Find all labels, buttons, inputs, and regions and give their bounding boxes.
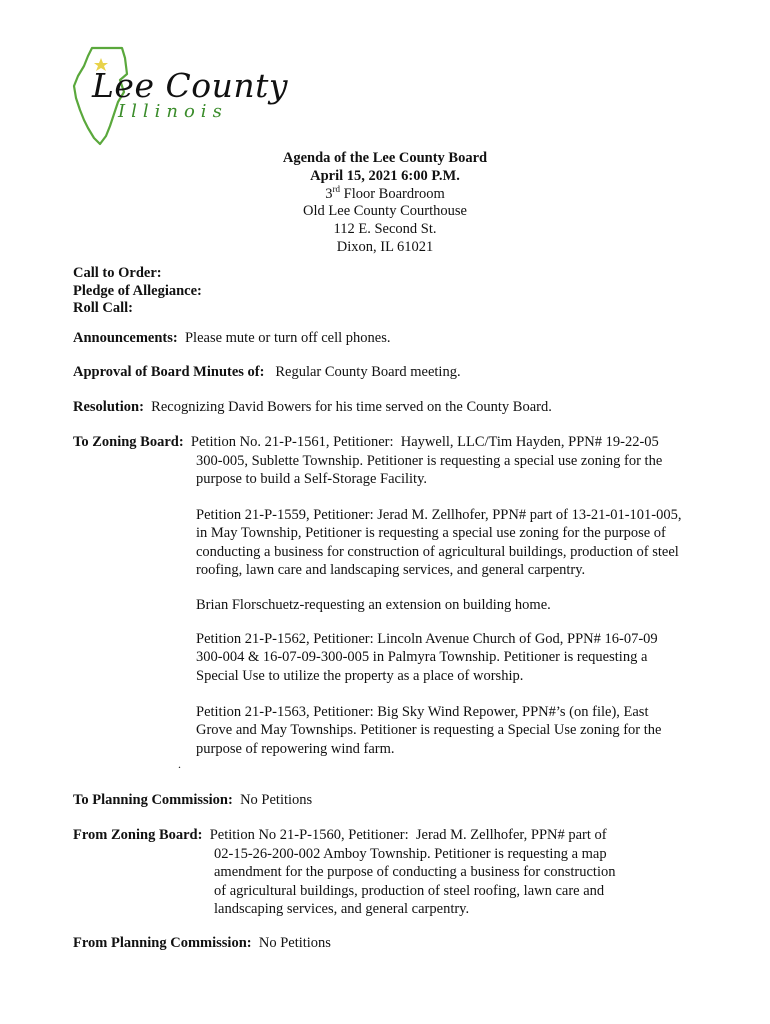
roll-call: Roll Call: [73, 300, 134, 316]
from-planning-text: No Petitions [251, 935, 331, 951]
paragraph-line: in May Township, Petitioner is requesting a special use zoning for the purpose of [196, 525, 666, 542]
to-planning-text: No Petitions [232, 792, 313, 808]
paragraph-line: purpose of repowering wind farm. [196, 740, 395, 757]
lee-county-logo [70, 40, 288, 150]
resolution-label: Resolution: [73, 399, 144, 415]
logo-state: Illinois [118, 101, 228, 122]
paragraph-line: 02-15-26-200-002 Amboy Township. Petitioner is requesting a map [214, 846, 607, 862]
zoning-petition-1563 [196, 703, 661, 758]
paragraph-line: Special Use to utilize the property as a place of worship. [196, 667, 524, 684]
paragraph-line: of agricultural buildings, production of steel roofing, lawn care and [214, 882, 605, 899]
meeting-building: Old Lee County Courthouse [303, 203, 467, 220]
to-planning-commission [73, 792, 312, 810]
agenda-header [0, 150, 770, 257]
announcements [73, 330, 390, 348]
to-zoning-label: To Zoning Board: [73, 434, 184, 450]
zoning-petition-1561 [196, 452, 662, 489]
paragraph-line: Brian Florschuetz-requesting an extension on building home. [196, 597, 551, 613]
from-zoning-label: From Zoning Board: [73, 827, 203, 843]
from-zoning-petition-1560 [214, 845, 615, 919]
resolution [73, 399, 552, 417]
meeting-street: 112 E. Second St. [333, 221, 437, 238]
paragraph-line: landscaping services, and general carpentry. [214, 901, 470, 918]
paragraph-line: conducting a business for construction of agricultural buildings, production of steel [196, 543, 679, 560]
meeting-city: Dixon, IL 61021 [336, 238, 434, 255]
pledge: Pledge of Allegiance: [73, 282, 202, 299]
zoning-petition-1559 [196, 506, 682, 580]
minutes-text: Regular County Board meeting. [264, 364, 461, 380]
paragraph-line: 300-004 & 16-07-09-300-005 in Palmyra Township. Petitioner is requesting a [196, 649, 648, 666]
paragraph-line: roofing, lawn care and landscaping services, and general carpentry. [196, 562, 586, 579]
zoning-florschuetz [196, 596, 551, 614]
zoning-first-line: Petition No. 21-P-1561, Petitioner: Haywell, LLC/Tim Hayden, PPN# 19-22-05 [183, 434, 659, 450]
announcements-label: Announcements: [73, 330, 178, 346]
to-planning-label: To Planning Commission: [73, 792, 233, 808]
paragraph-line: 300-005, Sublette Township. Petitioner is requesting a special use zoning for the [196, 453, 663, 469]
call-section [73, 265, 202, 318]
paragraph-line: amendment for the purpose of conducting a business for construction [214, 864, 616, 881]
paragraph-line: Grove and May Townships. Petitioner is requesting a Special Use zoning for the [196, 722, 662, 739]
minutes-label: Approval of Board Minutes of: [73, 364, 265, 380]
paragraph-line: Petition 21-P-1563, Petitioner: Big Sky Wind Repower, PPN#’s (on file), East [196, 704, 649, 720]
from-planning-commission [73, 935, 331, 953]
announcements-text: Please mute or turn off cell phones. [177, 330, 391, 346]
board-minutes [73, 364, 461, 382]
paragraph-line: Petition 21-P-1562, Petitioner: Lincoln Avenue Church of God, PPN# 16-07-09 [196, 631, 658, 647]
logo-title: Lee County [92, 66, 288, 105]
from-zoning-board [73, 827, 607, 845]
paragraph-line: Petition 21-P-1559, Petitioner: Jerad M. Zellhofer, PPN# part of 13-21-01-101-005, [196, 507, 682, 523]
from-zoning-first-line: Petition No 21-P-1560, Petitioner: Jerad M. Zellhofer, PPN# part of [202, 827, 607, 843]
meeting-room [0, 183, 770, 204]
paragraph-line: purpose to build a Self-Storage Facility. [196, 471, 428, 488]
to-zoning-board [73, 434, 659, 452]
resolution-text: Recognizing David Bowers for his time served on the County Board. [143, 399, 552, 415]
floor-text: Floor Boardroom [340, 185, 445, 202]
from-planning-label: From Planning Commission: [73, 935, 252, 951]
call-to-order: Call to Order: [73, 265, 162, 281]
floor-suffix: rd [332, 183, 341, 194]
floor-number: 3 [325, 185, 333, 202]
agenda-title: Agenda of the Lee County Board [282, 150, 488, 166]
meeting-date: April 15, 2021 6:00 P.M. [310, 167, 460, 184]
zoning-petition-1562 [196, 630, 658, 685]
stray-dot: . [178, 757, 181, 771]
